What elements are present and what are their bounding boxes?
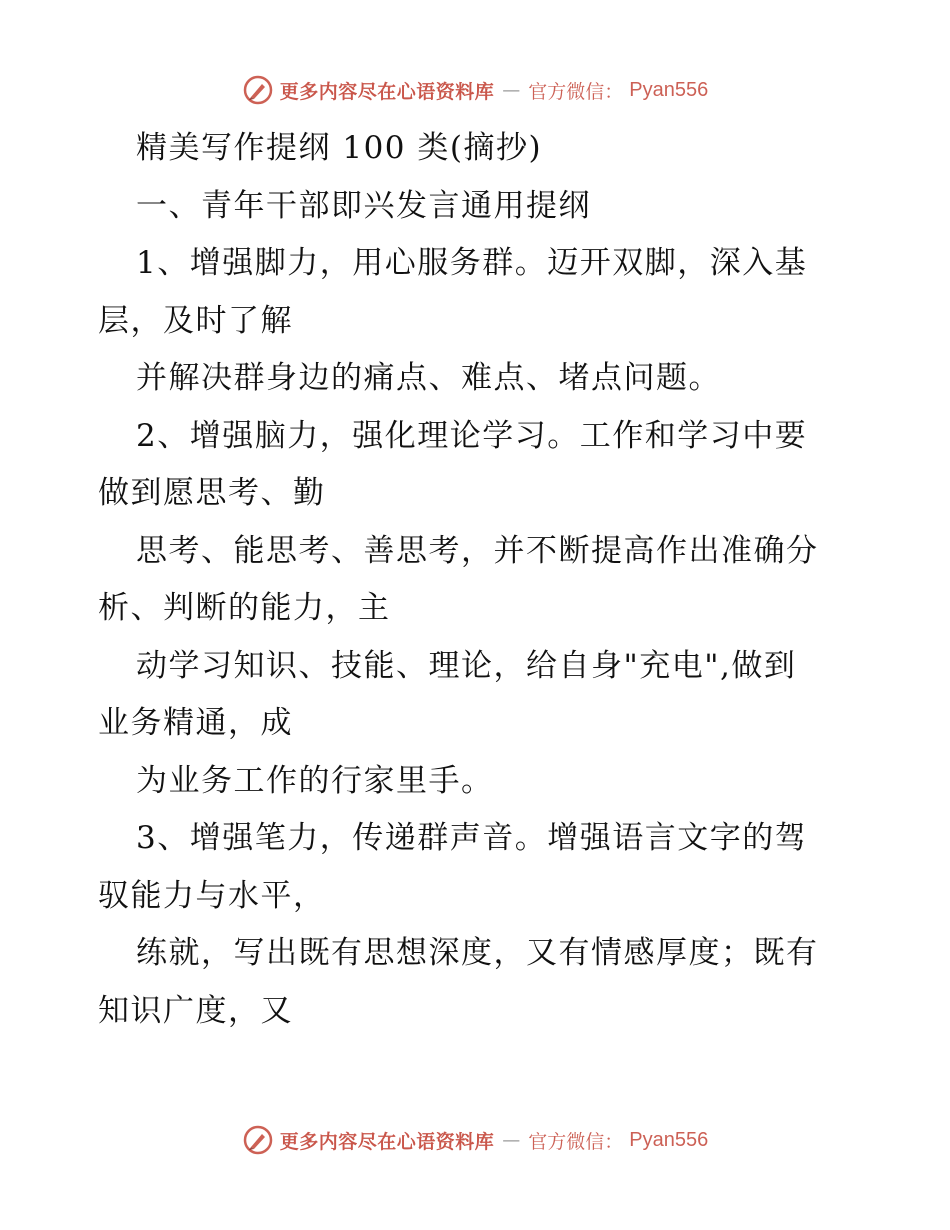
paragraph-line: 析、判断的能力，主 xyxy=(98,590,391,626)
watermark-wechat-id: Pyan556 xyxy=(629,78,709,101)
paragraph-line: 层，及时了解 xyxy=(98,302,293,339)
watermark-sub-text: 官方微信： xyxy=(528,1130,624,1153)
footer-watermark xyxy=(0,1120,950,1160)
section-heading: 一、青年干部即兴发言通用提纲 xyxy=(136,187,591,224)
watermark-wechat-id: Pyan556 xyxy=(629,1128,709,1151)
paragraph-line: 为业务工作的行家里手。 xyxy=(136,762,494,799)
document-body xyxy=(98,120,858,1040)
paragraph-line: 做到愿思考、勤 xyxy=(98,475,326,511)
paragraph-line: 并解决群身边的痛点、难点、堵点问题。 xyxy=(136,360,721,396)
paragraph-line: 业务精通，成 xyxy=(98,705,293,741)
document-title: 精美写作提纲 100 类(摘抄) xyxy=(136,130,543,166)
watermark-sub-text: 官方微信： xyxy=(528,80,624,103)
header-watermark xyxy=(0,70,950,110)
watermark-dash: — xyxy=(502,79,521,101)
paragraph-line: 知识广度，又 xyxy=(98,992,293,1029)
watermark-dash: — xyxy=(502,1129,521,1151)
watermark-site-text: 更多内容尽在心语资料库 xyxy=(279,1130,495,1153)
pen-logo-icon xyxy=(242,74,274,106)
paragraph-line: 练就，写出既有思想深度，又有情感厚度；既有 xyxy=(136,935,819,971)
paragraph-line: 驭能力与水平， xyxy=(98,877,326,914)
paragraph-line: 思考、能思考、善思考，并不断提高作出准确分 xyxy=(136,532,819,569)
paragraph-line: 3、增强笔力，传递群声音。增强语言文字的驾 xyxy=(136,820,808,856)
watermark-site-text: 更多内容尽在心语资料库 xyxy=(279,80,495,103)
paragraph-line: 1、增强脚力，用心服务群。迈开双脚，深入基 xyxy=(136,245,808,281)
paragraph-line: 2、增强脑力，强化理论学习。工作和学习中要 xyxy=(136,417,808,454)
paragraph-line: 动学习知识、技能、理论，给自身"充电",做到 xyxy=(136,647,797,684)
pen-logo-icon xyxy=(242,1124,274,1156)
